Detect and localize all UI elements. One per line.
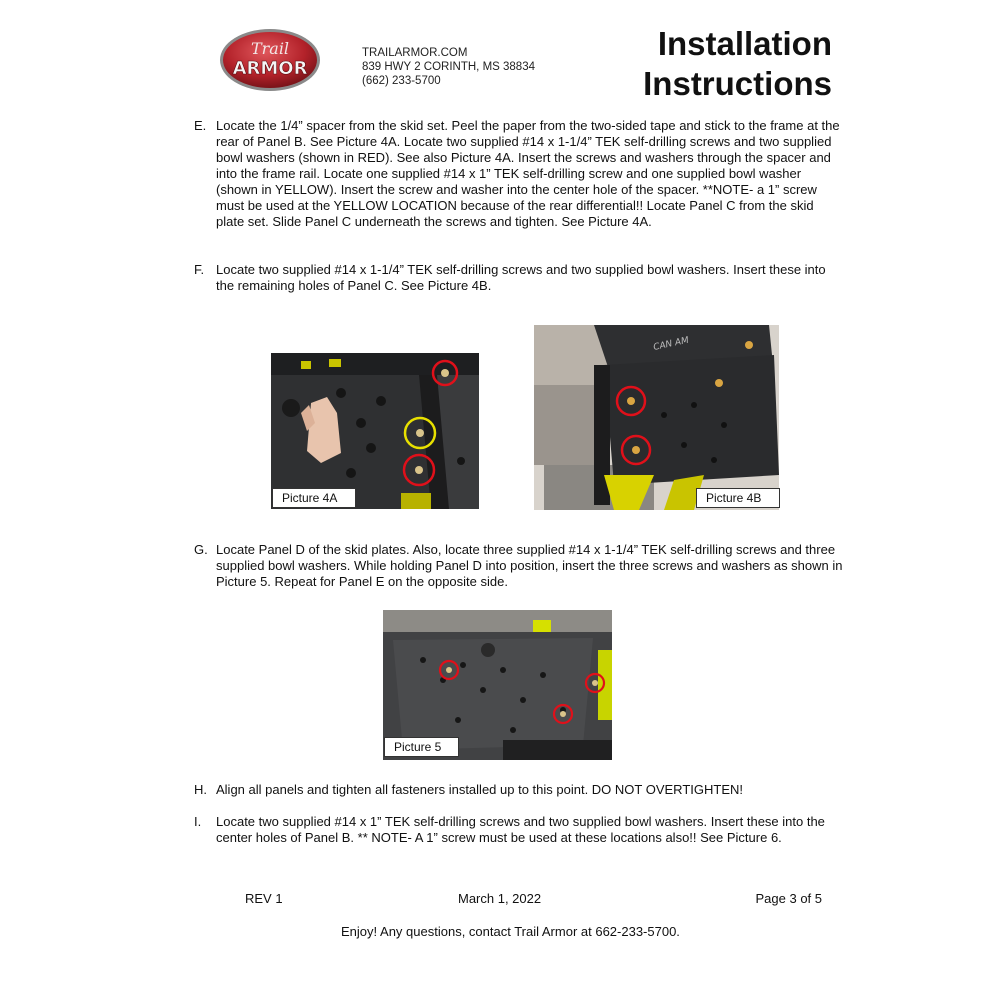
company-info [362,46,535,88]
step-text: Locate the 1/4” spacer from the skid set. Peel the paper from the two-sided tape and stick to the frame at the rear of Panel B. See Picture 4A. Locate two supplied #14 x 1-1/4” TEK self-drilling screws and two supplied bowl washers (shown in RED). See also Picture 4A. Insert the screws and washers through the spacer and into the frame rail. Locate one supplied #14 x 1” TEK self-drilling screw and one supplied bowl washer (shown in YELLOW). Insert the screw and washer into the center hole of the spacer. **NOTE- a 1” screw must be used at the YELLOW LOCATION because of the rear differential!! Locate Panel C from the skid plate set. Slide Panel C underneath the screws and tighten. See Picture 4A. [216,118,840,229]
step-e [194,118,844,230]
logo-bottom-text: ARMOR [232,58,308,79]
trail-armor-logo [219,28,321,92]
footer-revision: REV 1 [245,891,283,906]
step-h [194,782,844,798]
step-letter: I. [194,814,202,829]
step-letter: F. [194,262,205,277]
step-letter: E. [194,118,207,133]
picture-4b [534,325,779,510]
step-letter: G. [194,542,208,557]
picture-5-caption: Picture 5 [384,737,459,757]
picture-4a [271,353,479,509]
company-address: 839 HWY 2 CORINTH, MS 38834 [362,61,535,73]
step-text: Locate two supplied #14 x 1” TEK self-drilling screws and two supplied bowl washers. Insert these into the center holes of Panel B. ** NOTE- A 1” screw must be used at these locations also!! See Picture 6. [216,814,825,845]
step-g [194,542,844,590]
logo-top-text: Trail [250,39,290,58]
step-f [194,262,844,294]
page-title [643,24,832,104]
footer-contact: Enjoy! Any questions, contact Trail Armor at 662-233-5700. [341,924,680,939]
title-line-2: Instructions [643,65,832,102]
step-letter: H. [194,782,207,797]
company-website: TRAILARMOR.COM [362,47,468,59]
footer-page-number: Page 3 of 5 [755,891,822,906]
picture-4b-caption: Picture 4B [696,488,780,508]
company-phone: (662) 233-5700 [362,75,441,87]
svg-text:CAN AM: CAN AM [652,335,690,353]
step-text: Align all panels and tighten all fasteners installed up to this point. DO NOT OVERTIGHTEN! [216,782,743,797]
step-text: Locate two supplied #14 x 1-1/4” TEK self-drilling screws and two supplied bowl washers. Insert these into the remaining holes of Panel C. See Picture 4B. [216,262,826,293]
step-i [194,814,844,846]
title-line-1: Installation [657,25,832,62]
footer-date: March 1, 2022 [458,891,542,906]
picture-4a-caption: Picture 4A [272,488,356,508]
step-text: Locate Panel D of the skid plates. Also, locate three supplied #14 x 1-1/4” TEK self-drilling screws and three supplied bowl washers. While holding Panel D into position, insert the three screws and washers as shown in Picture 5. Repeat for Panel E on the opposite side. [216,542,843,589]
